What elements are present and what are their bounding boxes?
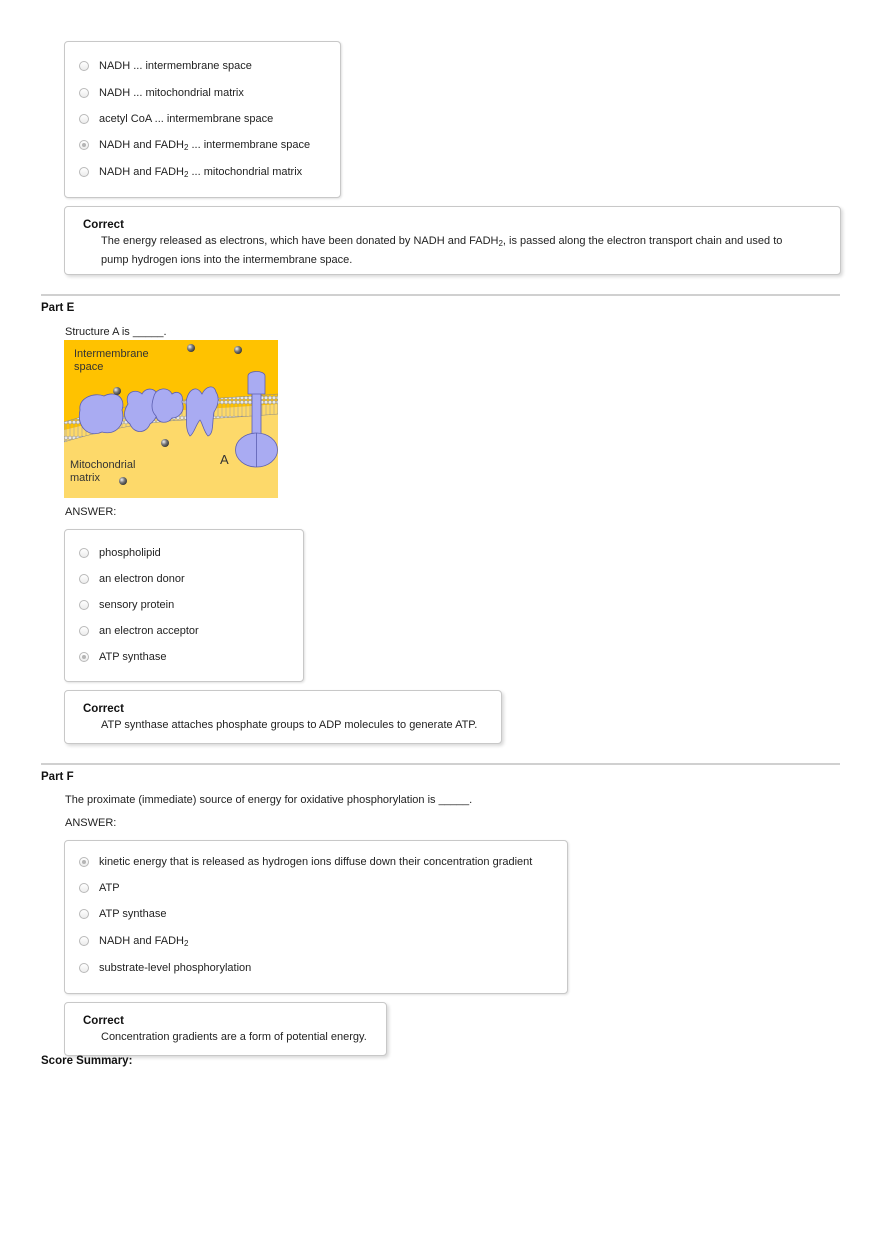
section-divider bbox=[41, 294, 840, 296]
radio-button[interactable] bbox=[79, 600, 89, 610]
partd-option-1[interactable] bbox=[79, 58, 252, 74]
partf-option-3[interactable] bbox=[79, 906, 166, 922]
partf-option-2[interactable] bbox=[79, 880, 120, 896]
partd-options-box bbox=[64, 41, 341, 198]
radio-button[interactable] bbox=[79, 909, 89, 919]
parte-option-4[interactable] bbox=[79, 623, 199, 639]
radio-button[interactable] bbox=[79, 167, 89, 177]
parte-feedback bbox=[64, 690, 502, 744]
radio-button[interactable] bbox=[79, 936, 89, 946]
mitochondrial-membrane-figure bbox=[64, 340, 278, 498]
figure-label-a: A bbox=[220, 452, 229, 467]
part-e-heading: Part E bbox=[41, 302, 75, 314]
figure-label-intermembrane: Intermembrane bbox=[74, 348, 149, 360]
radio-button[interactable] bbox=[79, 548, 89, 558]
option-label: sensory protein bbox=[99, 599, 175, 611]
radio-button[interactable] bbox=[79, 883, 89, 893]
partf-options-box bbox=[64, 840, 568, 994]
figure-label-mitochondrial: Mitochondrial bbox=[70, 459, 136, 471]
parte-option-3[interactable] bbox=[79, 597, 174, 613]
option-label: phospholipid bbox=[99, 547, 161, 559]
hydrogen-ion bbox=[234, 346, 242, 354]
figure-label-matrix: matrix bbox=[70, 472, 100, 484]
radio-button[interactable] bbox=[79, 88, 89, 98]
hydrogen-ion bbox=[161, 439, 169, 447]
part-e-question: Structure A is _____. bbox=[65, 326, 167, 338]
figure-label-space: space bbox=[74, 361, 104, 373]
answer-label: ANSWER: bbox=[65, 817, 117, 829]
partf-option-1[interactable] bbox=[79, 854, 532, 870]
option-label: NADH ... intermembrane space bbox=[99, 60, 252, 72]
part-f-question: The proximate (immediate) source of energy for oxidative phosphorylation is _____. bbox=[65, 794, 473, 806]
partd-option-2[interactable] bbox=[79, 85, 244, 101]
feedback-text: Concentration gradients are a form of potential energy. bbox=[101, 1031, 367, 1043]
option-label: substrate-level phosphorylation bbox=[99, 962, 252, 974]
hydrogen-ion bbox=[113, 387, 121, 395]
radio-button-selected[interactable] bbox=[79, 857, 89, 867]
option-label: an electron donor bbox=[99, 573, 185, 585]
atp-synthase-rotor bbox=[248, 372, 265, 395]
radio-button[interactable] bbox=[79, 61, 89, 71]
feedback-text: ATP synthase attaches phosphate groups to ADP molecules to generate ATP. bbox=[101, 719, 478, 731]
parte-option-2[interactable] bbox=[79, 571, 185, 587]
score-summary-heading: Score Summary: bbox=[41, 1055, 133, 1067]
parte-option-5[interactable] bbox=[79, 649, 166, 665]
parte-options-box bbox=[64, 529, 304, 682]
radio-button[interactable] bbox=[79, 963, 89, 973]
protein-complex-1 bbox=[79, 394, 123, 434]
option-label: ATP synthase bbox=[99, 651, 167, 663]
option-label: kinetic energy that is released as hydrogen ions diffuse down their concentration gradient bbox=[99, 856, 533, 868]
option-label: ATP bbox=[99, 882, 120, 894]
partf-option-4[interactable] bbox=[79, 933, 188, 949]
partf-feedback bbox=[64, 1002, 387, 1056]
option-label: NADH and $FADH_2$ ... mitochondrial matrix bbox=[99, 165, 303, 179]
partd-feedback bbox=[64, 206, 841, 275]
feedback-title: Correct bbox=[83, 703, 124, 715]
feedback-title: Correct bbox=[83, 1015, 124, 1027]
option-label: an electron acceptor bbox=[99, 625, 199, 637]
partd-option-3[interactable] bbox=[79, 111, 273, 127]
option-label: acetyl CoA ... intermembrane space bbox=[99, 113, 274, 125]
radio-button-selected[interactable] bbox=[79, 140, 89, 150]
feedback-text: The energy released as electrons, which have been donated by NADH and $FADH_2$, is passed along the electron transport chain and used to pump hydrogen ions into the intermembrane space. bbox=[101, 235, 783, 266]
partd-option-5[interactable] bbox=[79, 164, 302, 180]
parte-option-1[interactable] bbox=[79, 545, 161, 561]
radio-button[interactable] bbox=[79, 574, 89, 584]
partf-option-5[interactable] bbox=[79, 960, 251, 976]
option-label: NADH and $FADH_2$ ... intermembrane space bbox=[99, 138, 311, 152]
partd-option-4[interactable] bbox=[79, 137, 310, 153]
radio-button[interactable] bbox=[79, 626, 89, 636]
hydrogen-ion bbox=[187, 344, 195, 352]
option-label: NADH ... mitochondrial matrix bbox=[99, 87, 244, 99]
hydrogen-ion bbox=[119, 477, 127, 485]
section-divider bbox=[41, 763, 840, 765]
option-label: NADH and $FADH_2$ bbox=[99, 934, 189, 948]
part-f-heading: Part F bbox=[41, 771, 74, 783]
answer-label: ANSWER: bbox=[65, 506, 117, 518]
option-label: ATP synthase bbox=[99, 908, 167, 920]
feedback-title: Correct bbox=[83, 219, 124, 231]
radio-button-selected[interactable] bbox=[79, 652, 89, 662]
radio-button[interactable] bbox=[79, 114, 89, 124]
